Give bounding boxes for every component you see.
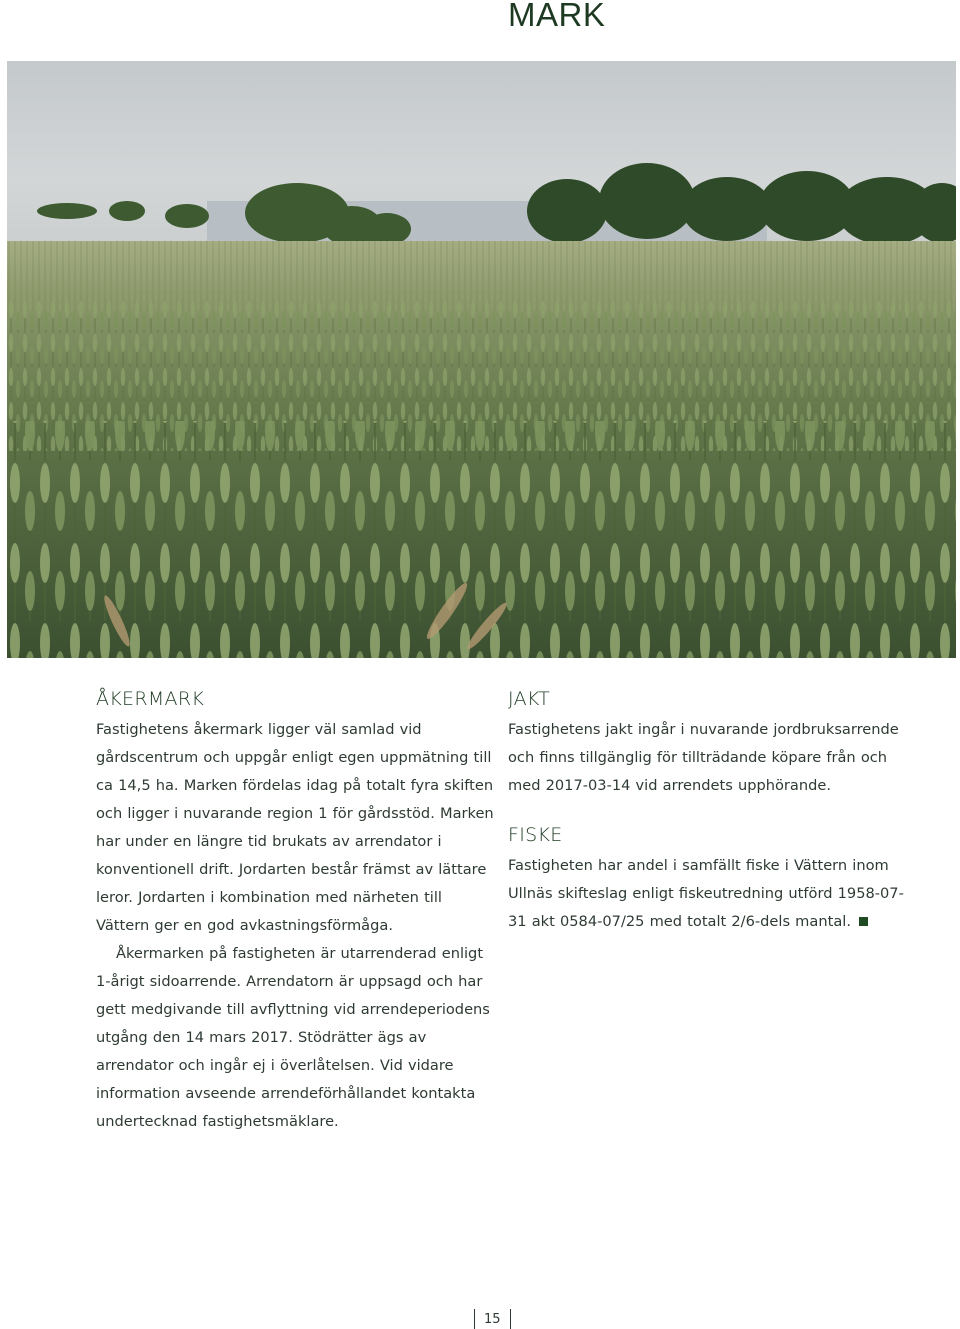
end-mark-icon [859, 917, 868, 926]
column-right [508, 688, 908, 936]
heading-akermark: ÅKERMARK [96, 688, 205, 710]
fiske-paragraph [508, 852, 908, 936]
heading-jakt: JAKT [508, 688, 551, 710]
divider [474, 1309, 475, 1329]
heading-fiske: FISKE [508, 824, 563, 846]
page-title: MARK [508, 0, 606, 33]
akermark-paragraph-2: Åkermarken på fastigheten är utarrenderad enligt 1-årigt sidoarrende. Arrendatorn är uppsagd och har gett medgivande till avflyttning vid arrendeperiodens utgång den 14 mars 2017. Stödrätter ägs av arrendator och ingår ej i överlåtelsen. Vid vidare information avseende arrendeförhållandet kontakta undertecknad fastighetsmäklare. [96, 945, 490, 1130]
divider [510, 1309, 511, 1329]
page-footer [465, 1309, 520, 1329]
akermark-paragraph-1: Fastighetens åkermark ligger väl samlad vid gårdscentrum och uppgår enligt egen uppmätning till ca 14,5 ha. Marken fördelas idag på totalt fyra skiften och ligger i nuvarande region 1 för gårdsstöd. Marken har under en längre tid brukats av arrendator i konventionell drift. Jordarten består främst av lättare leror. Jordarten i kombination med närheten till Vättern ger en god avkastningsförmåga. [96, 721, 494, 934]
jakt-paragraph: Fastighetens jakt ingår i nuvarande jordbruksarrende och finns tillgänglig för tillträdande köpare från och med 2017-03-14 vid arrendets upphörande. [508, 721, 899, 794]
wheat-field-photo [7, 61, 956, 658]
page-number: 15 [484, 1311, 501, 1327]
fiske-paragraph-text: Fastigheten har andel i samfällt fiske i Vättern inom Ullnäs skifteslag enligt fiskeutredning utförd 1958-07-31 akt 0584-07/25 med totalt 2/6-dels mantal. [508, 857, 904, 930]
column-left [96, 688, 496, 1136]
